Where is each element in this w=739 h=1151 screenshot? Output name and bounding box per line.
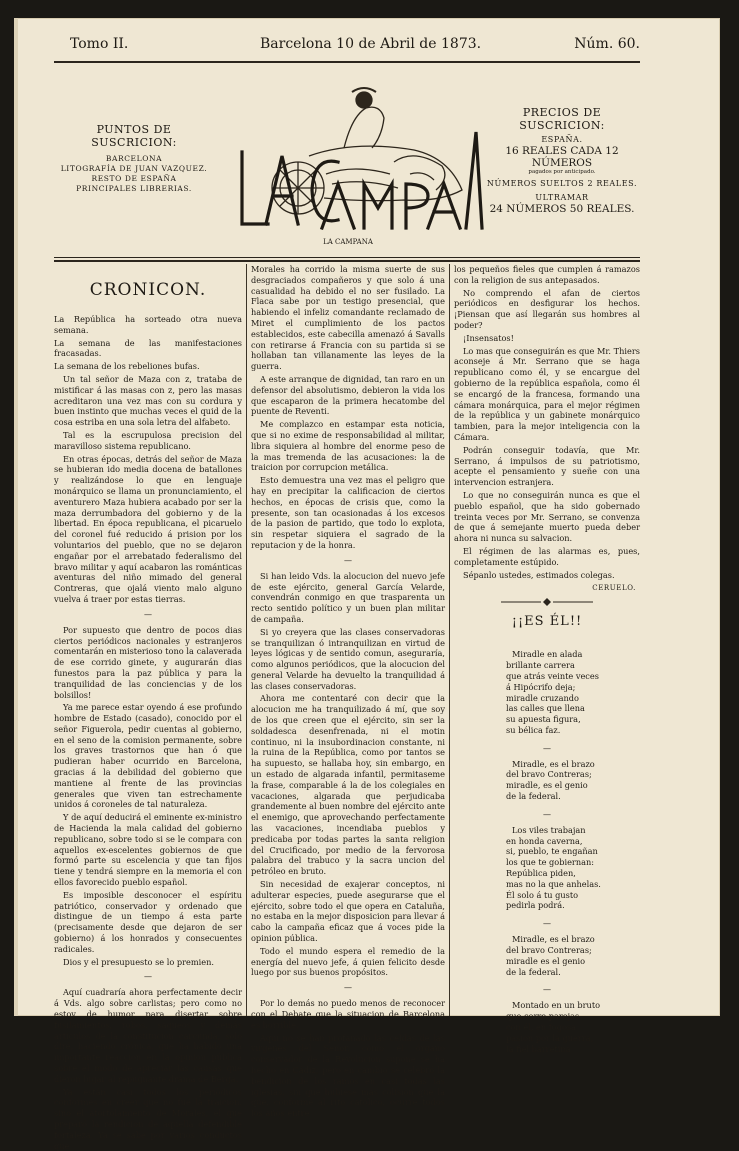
article-paragraph: Lo mas que conseguirán es que Mr. Thiers aconseje á Mr. Serrano que se haga republicano como él, y se encargue del gobierno de la república española, como él se encargó de la francesa, formando una cámara monárquica, para el mejor régimen de la república y un gabinete monárquico tambien, para la mejor inteligencia con la Cámara. xyxy=(454,345,640,442)
section-separator: — xyxy=(344,983,352,993)
subscription-prices xyxy=(484,106,640,215)
price-spain: 16 REALES CADA 12 NÚMEROS xyxy=(505,145,619,169)
article-paragraph: Un tal señor de Maza con z, trataba de mistificar á las masas con z, pero las masas acreditaron una vez mas con su cordura y buen instinto que muchas veces el quid de la cosa estriba en una sola letra del alfabeto. xyxy=(54,373,242,428)
issue-date: Barcelona 10 de Abril de 1873. xyxy=(260,36,482,52)
subscription-points xyxy=(54,123,214,194)
poem-stanza xyxy=(506,649,640,735)
article-paragraph: Por supuesto que dentro de pocos dias ciertos periódicos nacionales y estranjeros comentarán en misterioso tono la calaverada de ese corrido ginete, y augurarán dias funestos para la paz pública y para la tranquilidad de las conciencias y de los bolsillos! xyxy=(54,624,242,700)
column-divider xyxy=(449,264,450,1016)
price-overseas: 24 NÚMEROS 50 REALES. xyxy=(489,203,635,215)
price-region-spain: ESPAÑA. xyxy=(541,135,583,144)
article-paragraph: Tal es la escrupulosa precision del maravilloso sistema republicano. xyxy=(54,429,242,451)
article-paragraph: Esto demuestra una vez mas el peligro que hay en precipitar la calificacion de ciertos hechos, en épocas de crisis que, como la presente, son tan ocasionadas á los excesos de la pasion de partido, que todo lo explota, sin respetar siquiera el sagrado de la reputacion y de la honra. xyxy=(251,475,445,550)
poem-line: de la federal. xyxy=(506,966,561,977)
article-paragraph: En otras épocas, detrás del señor de Maza se hubieran ido media docena de batallones y realizándose lo que en lenguaje monárquico se llama un pronunciamiento, el aventurero Maza hubiera acabado por ser la maza derrumbadora del gobierno y de la libertad. En época republicana, el picaruelo del coronel fué reducido á prision por los voluntarios del pueblo, que no se dejaron engañar por el arrebatado federalismo del bravo militar y aquí acabaron las románticas aventuras del niño mimado del general Contreras, que ojalá viento malo alguno vuelva á traer por estas tierras. xyxy=(54,453,242,604)
poem-line: los que te gobiernan: xyxy=(506,857,595,868)
article-title: CRONICON. xyxy=(89,280,207,300)
subscription-prices-heading: PRECIOS DE SUSCRICION: xyxy=(519,106,605,132)
poem-line: brillante carrera xyxy=(506,660,575,671)
section-separator: — xyxy=(144,609,152,619)
poem-line: Miradle, es el brazo xyxy=(512,758,595,769)
article-paragraph: Aquí cuadraría ahora perfectamente decir á Vds. algo sobre carlistas; pero como no estoy de humor para disertar sobre fusilamientos, robos, saqueos y demás artículos de la constitucion carcunda, solo diré, haciendo crónica, que ha habido una importante reaccion en la opinion pública sobre el modo de apreciar las causas que dieron lugar al repugnante drama de Berga. xyxy=(54,987,242,1084)
article-paragraph: Si han leido Vds. la alocucion del nuevo jefe de este ejército, general García Velarde, convendrán conmigo en que trasparenta un recto sentido político y un buen plan militar de campaña. xyxy=(251,570,445,624)
article-paragraph: Todo el mundo espera el remedio de la energía del nuevo jefe, á quien felicito desde luego por sus buenos propósitos. xyxy=(251,945,445,978)
article-paragraph: Sépanlo ustedes, estimados colegas. xyxy=(463,569,615,580)
ornament-divider xyxy=(497,598,597,606)
poem-line: Miradle en alada xyxy=(512,649,583,660)
poem-line: Los viles trabajan xyxy=(512,824,586,835)
subscription-point: LITOGRAFÍA DE JUAN VAZQUEZ. xyxy=(60,164,208,173)
poem-line: Él solo á tu gusto xyxy=(506,889,579,900)
header-rule xyxy=(54,61,640,63)
newspaper-page xyxy=(14,18,720,1151)
article-paragraph: Dios y el presupuesto se lo premien. xyxy=(63,956,214,967)
poem-line: del bravo Contreras; xyxy=(506,945,592,956)
poem-line: si, pueblo, te engañan xyxy=(506,846,598,857)
stanza-separator: — xyxy=(543,985,551,995)
article-signature: CERUELO. xyxy=(592,584,636,593)
poem-stanza xyxy=(506,1000,640,1054)
poem-line: con él, en fogosa xyxy=(506,1022,576,1033)
subscription-point: BARCELONA xyxy=(105,154,163,163)
article-paragraph: Ya están casi todos los periódicos conformes en creer que no fué la traicion, sino el atortolamiento de Morales, el que preparó la rendicion de aquella defendible fortaleza. Ya se sabe por varios conductos que xyxy=(54,1086,242,1151)
issue-number: Núm. 60. xyxy=(574,36,640,52)
price-loose-numbers: NÚMEROS SUELTOS 2 REALES. xyxy=(486,179,638,188)
article-paragraph: Y de aquí deducirá el eminente ex-ministro de Hacienda la mala calidad del gobierno republicano, sobre todo si se le compara con aquellos ex-escelentes gobiernos de que formó parte su escelencia y que tan fijos tiene y tendrá siempre en la memoria el con ellos favorecido pueblo español. xyxy=(54,812,242,888)
subscription-points-heading: PUNTOS DE SUSCRICION: xyxy=(91,123,177,149)
article-paragraph: Es imposible desconocer el espíritu patriótico, conservador y ordenado que distingue de un tiempo á esta parte (precisamente desde que dejaron de ser gobierno) á los honrados y consecuentes radicales. xyxy=(54,889,242,954)
article-paragraph: Podrán conseguir todavía, que Mr. Serrano, á impulsos de su patriotismo, acepte el pensamiento y sueñe con una intervencion estranjera. xyxy=(454,444,640,488)
stanza-separator: — xyxy=(543,743,551,753)
article-paragraph: Morales ha corrido la misma suerte de sus desgraciados compañeros y que solo á una casualidad ha debido el no ser fusilado. La Flaca sabe por un testigo presencial, que habiendo el infeliz comandante reclamado de Miret el cumplimiento de los pactos establecidos, este cabecilla amenazó á Savalls con retirarse á Francia con su partida si se hollaban tan villanamente las leyes de la guerra. xyxy=(251,264,445,372)
poem-stanza xyxy=(506,759,640,802)
poem-line: miradle cruzando xyxy=(506,692,579,703)
article-paragraph: Me complazco en estampar esta noticia, que si no exime de responsabilidad al militar, libra siquiera al hombre del enorme peso de la mas tremenda de las acusaciones: la de traicion por corrupcion metálica. xyxy=(251,419,445,473)
stanza-separator: — xyxy=(543,919,551,929)
article-paragraph: Ahora me contentaré con decir que la alocucion me ha tranquilizado á mí, que soy de los que creen que el ejército, sin ser la soldadesca desenfrenada, ni el motin continuo, ni la insubordinacion constante, ni la ruina de la República, como por tantos se ha supuesto, se hallaba hoy, sin embargo, en un estado de algarada infantil, permitaseme la frase, comparable á la de los colegiales en vacaciones, algarada que perjudicaba grandemente al buen nombre del ejército ante el enemigo, que aprovechando perfectamente las vacaciones, incendiaba pueblos y predicaba por todas partes la santa religion del Crucificado, por medio de la fervorosa palabra del trabuco y la sacra uncion del petróleo en bruto. xyxy=(251,693,445,877)
poem-line: pasion por la guerra, xyxy=(506,1032,594,1043)
section-separator: — xyxy=(344,555,352,565)
column-3 xyxy=(454,264,640,1054)
issue-header xyxy=(70,36,640,58)
price-region-overseas: ULTRAMAR xyxy=(535,193,589,202)
masthead-logo xyxy=(214,78,482,248)
poem-line: que corre parejas xyxy=(506,1011,580,1022)
column-divider xyxy=(246,264,247,1016)
poem-line: República piden, xyxy=(506,868,576,879)
poem-line: en honda caverna, xyxy=(506,835,583,846)
stanza-separator: — xyxy=(543,809,551,819)
article-paragraph: Ya me parece estar oyendo á ese profundo hombre de Estado (casado), conocido por el señor Figuerola, pedir cuentas al gobierno, en el seno de la comision permanente, sobre los graves trastornos que han ó que pudieran haber ocurrido en Barcelona, gracias á la debilidad del gobierno que mantiene al frente de las provincias generales que viven tan estrechamente unidos á coroneles de tal naturaleza. xyxy=(54,702,242,810)
article-paragraph: Si yo creyera que las clases conservadoras se tranquilizan ó intranquilizan en virtud de leyes lógicas y de sentido comun, aseguraría, como algunos periódicos, que la alocucion del general Velarde ha devuelto la tranquilidad á las clases conservadoras. xyxy=(251,626,445,691)
price-spain-note: pagados por anticipado. xyxy=(528,169,596,175)
article-paragraph: los pequeños fieles que cumplen á ramazos con la religion de sus antepasados. xyxy=(454,264,640,285)
article-paragraph: Aquí no se han profanado las celdas de las vírgenes del Señor, como el órgano conservador de la Revolucion supone se ha hecho en Cádiz; pero en cambio se celebró la bendicion de los ramos en casi todas las iglesias, sin que hubiese mas colision que la que, conforme al rito católico, ocurre todos los años entre xyxy=(251,1032,445,1119)
poem-line: miradle es el genio xyxy=(506,955,586,966)
masthead-rule-thin xyxy=(54,257,640,258)
masthead-rule-thick xyxy=(54,260,640,262)
masthead-title: LA CAMPANA xyxy=(323,238,373,246)
article-paragraph: No comprendo el afan de ciertos periódicos en desfigurar los hechos. ¡Piensan que así llegarán sus hombres al poder? xyxy=(454,287,640,330)
article-paragraph: Por lo demás no puedo menos de reconocer con el Debate que la situacion de Barcelona es horrible. xyxy=(251,998,445,1030)
poem-stanza xyxy=(506,934,640,977)
subscription-point: PRINCIPALES LIBRERIAS. xyxy=(76,184,192,193)
column-2 xyxy=(251,264,445,1119)
poem-line: Montado en un bruto xyxy=(512,1000,601,1011)
article-paragraph: La semana de las manifestaciones fracasadas. xyxy=(54,337,242,359)
poem-line: mas no la que anhelas. xyxy=(506,878,601,889)
column-1 xyxy=(54,264,242,1151)
article-paragraph: Sin necesidad de exajerar conceptos, ni adulterar especies, puede asegurarse que el ejército, sobre todo el que opera en Cataluña, no estaba en la mejor disposicion para llevar á cabo la campaña eficaz que á voces pide la opinion pública. xyxy=(251,879,445,944)
poem-line: su bélica faz. xyxy=(506,724,561,735)
article-paragraph: El régimen de las alarmas es, pues, completamente estúpido. xyxy=(454,545,640,567)
section-separator: — xyxy=(144,972,152,982)
poem-line: pedirla podrá. xyxy=(506,900,565,911)
article-columns xyxy=(54,264,640,1151)
subscription-point: RESTO DE ESPAÑA xyxy=(91,174,177,183)
poem-line: de la federal. xyxy=(506,791,561,802)
poem-line: la fiel barretina xyxy=(506,1043,571,1054)
poem-line: del bravo Contreras; xyxy=(506,769,592,780)
article-paragraph: La semana de los rebeliones bufas. xyxy=(54,361,200,372)
poem-line: Miradle, es el brazo xyxy=(512,934,595,945)
poem-line: á Hipócrifo deja; xyxy=(506,681,576,692)
poem-line: su apuesta figura, xyxy=(506,714,581,725)
article-paragraph: ¡Insensatos! xyxy=(463,332,514,343)
poem-line: que atrás veinte veces xyxy=(506,670,599,681)
poem-stanza xyxy=(506,825,640,911)
volume-label: Tomo II. xyxy=(70,36,129,52)
poem-title: ¡¡ES ÉL!! xyxy=(511,614,583,630)
page-fold xyxy=(14,18,18,1016)
article-paragraph: Lo que no conseguirán nunca es que el pueblo español, que ha sido gobernado treinta veces por Mr. Serrano, se convenza de que á semejante muerto pueda deber ahora ni nunca su salvacion. xyxy=(454,489,640,544)
article-paragraph: A este arranque de dignidad, tan raro en un defensor del absolutismo, debieron la vida los que escaparon de la primera hecatombe del puente de Reventi. xyxy=(251,373,445,417)
poem-line: miradle, es el genio xyxy=(506,780,588,791)
article-paragraph: La República ha sorteado otra nueva semana. xyxy=(54,314,242,335)
poem-line: las calles que llena xyxy=(506,703,585,714)
